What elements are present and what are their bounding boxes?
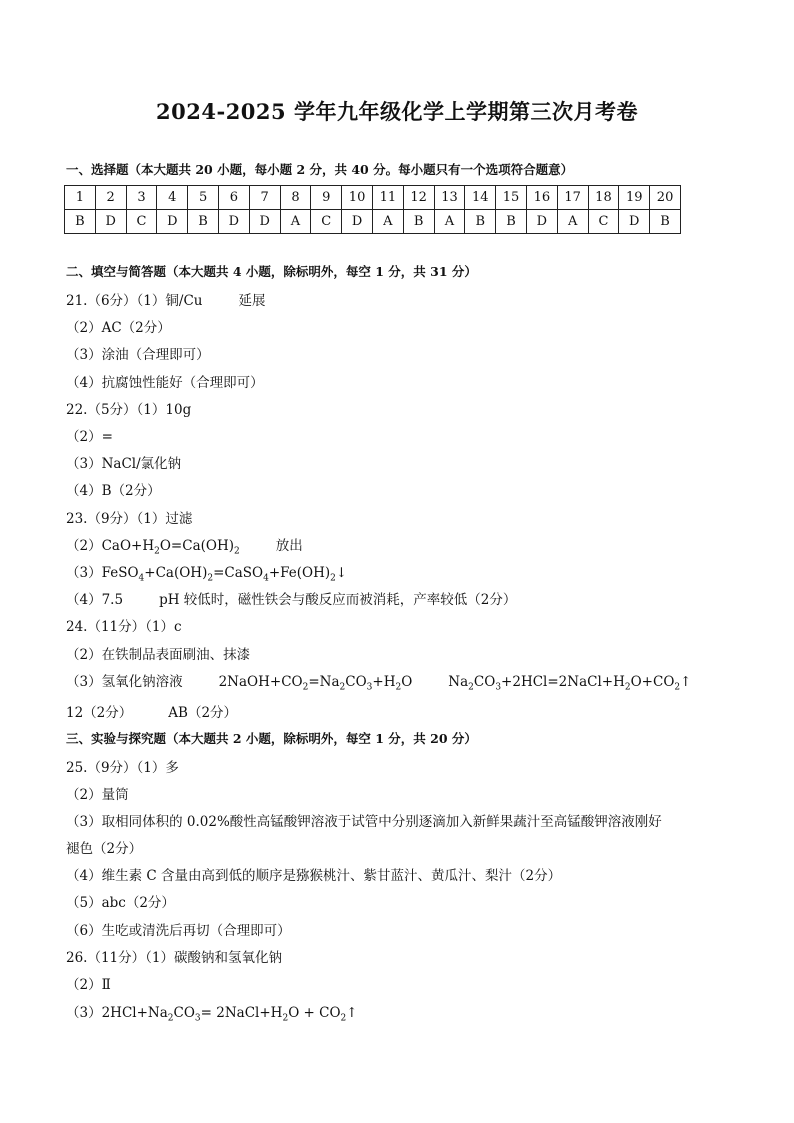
question-number: 12 xyxy=(403,186,434,210)
answer-text: pH 较低时，磁性铁会与酸反应而被消耗，产率较低（2分） xyxy=(159,592,517,608)
answer-cell: D xyxy=(218,210,249,234)
question-number: 17 xyxy=(557,186,588,210)
section-2-heading: 二、填空与简答题（本大题共 4 小题，除标明外，每空 1 分，共 31 分） xyxy=(66,264,477,279)
q25-line-3b: 褪色（2分） xyxy=(66,841,143,857)
answer-cell: D xyxy=(249,210,280,234)
answer-cell: C xyxy=(126,210,157,234)
answer-cell: B xyxy=(496,210,527,234)
q23-line-2: $(2)CaO+H_2O=Ca(OH)_2$ 放出 xyxy=(66,534,303,557)
question-number: 18 xyxy=(588,186,619,210)
answer-cell: D xyxy=(157,210,188,234)
answer-cell: A xyxy=(372,210,403,234)
question-number: 6 xyxy=(218,186,249,210)
answer-text: AB（2分） xyxy=(168,705,238,721)
question-number: 1 xyxy=(65,186,96,210)
answer-cell: D xyxy=(342,210,373,234)
gas-arrow: ↑ xyxy=(346,1005,358,1021)
formula-text: （2）CaO+H xyxy=(66,538,155,554)
answer-cell: B xyxy=(65,210,96,234)
answer-text: 21.（6分）（1）铜/Cu xyxy=(66,293,203,309)
answer-cell: B xyxy=(188,210,219,234)
answer-cell: A xyxy=(280,210,311,234)
question-number: 9 xyxy=(311,186,342,210)
answer-cell: A xyxy=(434,210,465,234)
answer-cell: D xyxy=(619,210,650,234)
answer-cell: C xyxy=(311,210,342,234)
answer-text: （4）7.5 xyxy=(66,592,124,608)
question-number: 2 xyxy=(95,186,126,210)
q21-line-4: （4）抗腐蚀性能好（合理即可） xyxy=(66,375,264,391)
q24-line-2: （2）在铁制品表面刷油、抹漆 xyxy=(66,647,251,663)
q24-line-1: 24.（11分）（1）c xyxy=(66,619,182,635)
answer-cell: D xyxy=(526,210,557,234)
answer-cell: A xyxy=(557,210,588,234)
answer-cell: B xyxy=(403,210,434,234)
q23-line-3: $(3)FeSO_4+Ca(OH)_2=CaSO_4+Fe(OH)_2↓$ xyxy=(66,561,347,584)
q26-line-3: $(3)2HCl+Na_2CO_3=$ $2NaCl+H_2O$ + $CO_2↑$ xyxy=(66,1001,358,1024)
q21-line-2: （2）AC（2分） xyxy=(66,320,171,336)
question-number: 14 xyxy=(465,186,496,210)
q24-line-3: （3）氢氧化钠溶液 $2NaOH+CO_2=Na_2CO_3+H_2O$ $Na_2CO_3+2HCl=2NaCl+H_2O+CO_2↑$ xyxy=(66,670,691,693)
answer-cell: D xyxy=(95,210,126,234)
answer-text: （3）氢氧化钠溶液 xyxy=(66,674,183,690)
q24-line-4 xyxy=(66,701,237,721)
q25-line-2: （2）量筒 xyxy=(66,787,129,803)
question-number: 11 xyxy=(372,186,403,210)
question-number: 20 xyxy=(650,186,681,210)
answer-text: 放出 xyxy=(275,538,303,554)
q25-line-1: 25.（9分）（1）多 xyxy=(66,760,179,776)
section-3-heading: 三、实验与探究题（本大题共 2 小题，除标明外，每空 1 分，共 20 分） xyxy=(66,731,477,746)
answer-table-number-row xyxy=(65,186,681,210)
q26-line-2: （2）Ⅱ xyxy=(66,977,111,993)
precipitate-arrow: ↓ xyxy=(335,565,348,581)
q25-line-6: （6）生吃或清洗后再切（合理即可） xyxy=(66,923,291,939)
answer-table xyxy=(64,185,681,234)
q23-line-1: 23.（9分）（1）过滤 xyxy=(66,511,193,527)
q22-line-4: （4）B（2分） xyxy=(66,483,161,499)
formula-text: （3）2HCl+Na xyxy=(66,1005,168,1021)
q25-line-5: （5）abc（2分） xyxy=(66,895,175,911)
answer-table-answer-row xyxy=(65,210,681,234)
answer-cell: B xyxy=(465,210,496,234)
question-number: 4 xyxy=(157,186,188,210)
q25-line-3a: （3）取相同体积的 0.02%酸性高锰酸钾溶液于试管中分别逐滴加入新鲜果蔬汁至高锰酸钾溶液刚好 xyxy=(66,814,662,830)
question-number: 19 xyxy=(619,186,650,210)
q23-line-4 xyxy=(66,588,516,608)
q21-line-1 xyxy=(66,289,265,309)
question-number: 16 xyxy=(526,186,557,210)
question-number: 7 xyxy=(249,186,280,210)
formula-text: Na xyxy=(448,674,469,690)
section-1-heading: 一、选择题（本大题共 20 小题，每小题 2 分，共 40 分。每小题只有一个选项符合题意） xyxy=(66,162,574,177)
question-number: 3 xyxy=(126,186,157,210)
answer-text: 延展 xyxy=(238,293,266,309)
question-number: 5 xyxy=(188,186,219,210)
q22-line-3: （3）NaCl/氯化钠 xyxy=(66,456,182,472)
answer-cell: B xyxy=(650,210,681,234)
formula-text: （3）FeSO xyxy=(66,565,139,581)
question-number: 13 xyxy=(434,186,465,210)
question-number: 8 xyxy=(280,186,311,210)
question-number: 10 xyxy=(342,186,373,210)
formula-text: 2NaOH+CO xyxy=(218,674,303,690)
answer-text: 12（2分） xyxy=(66,705,133,721)
q22-line-1: 22.（5分）（1）10g xyxy=(66,402,192,418)
q25-line-4: （4）维生素 C 含量由高到低的顺序是猕猴桃汁、紫甘蓝汁、黄瓜汁、梨汁（2分） xyxy=(66,868,562,884)
gas-arrow: ↑ xyxy=(680,674,692,690)
q21-line-3: （3）涂油（合理即可） xyxy=(66,347,210,363)
q22-line-2: （2）= xyxy=(66,429,113,445)
q26-line-1: 26.（11分）（1）碳酸钠和氢氧化钠 xyxy=(66,950,282,966)
page-title: 2024-2025 学年九年级化学上学期第三次月考卷 xyxy=(156,99,638,124)
answer-cell: C xyxy=(588,210,619,234)
question-number: 15 xyxy=(496,186,527,210)
